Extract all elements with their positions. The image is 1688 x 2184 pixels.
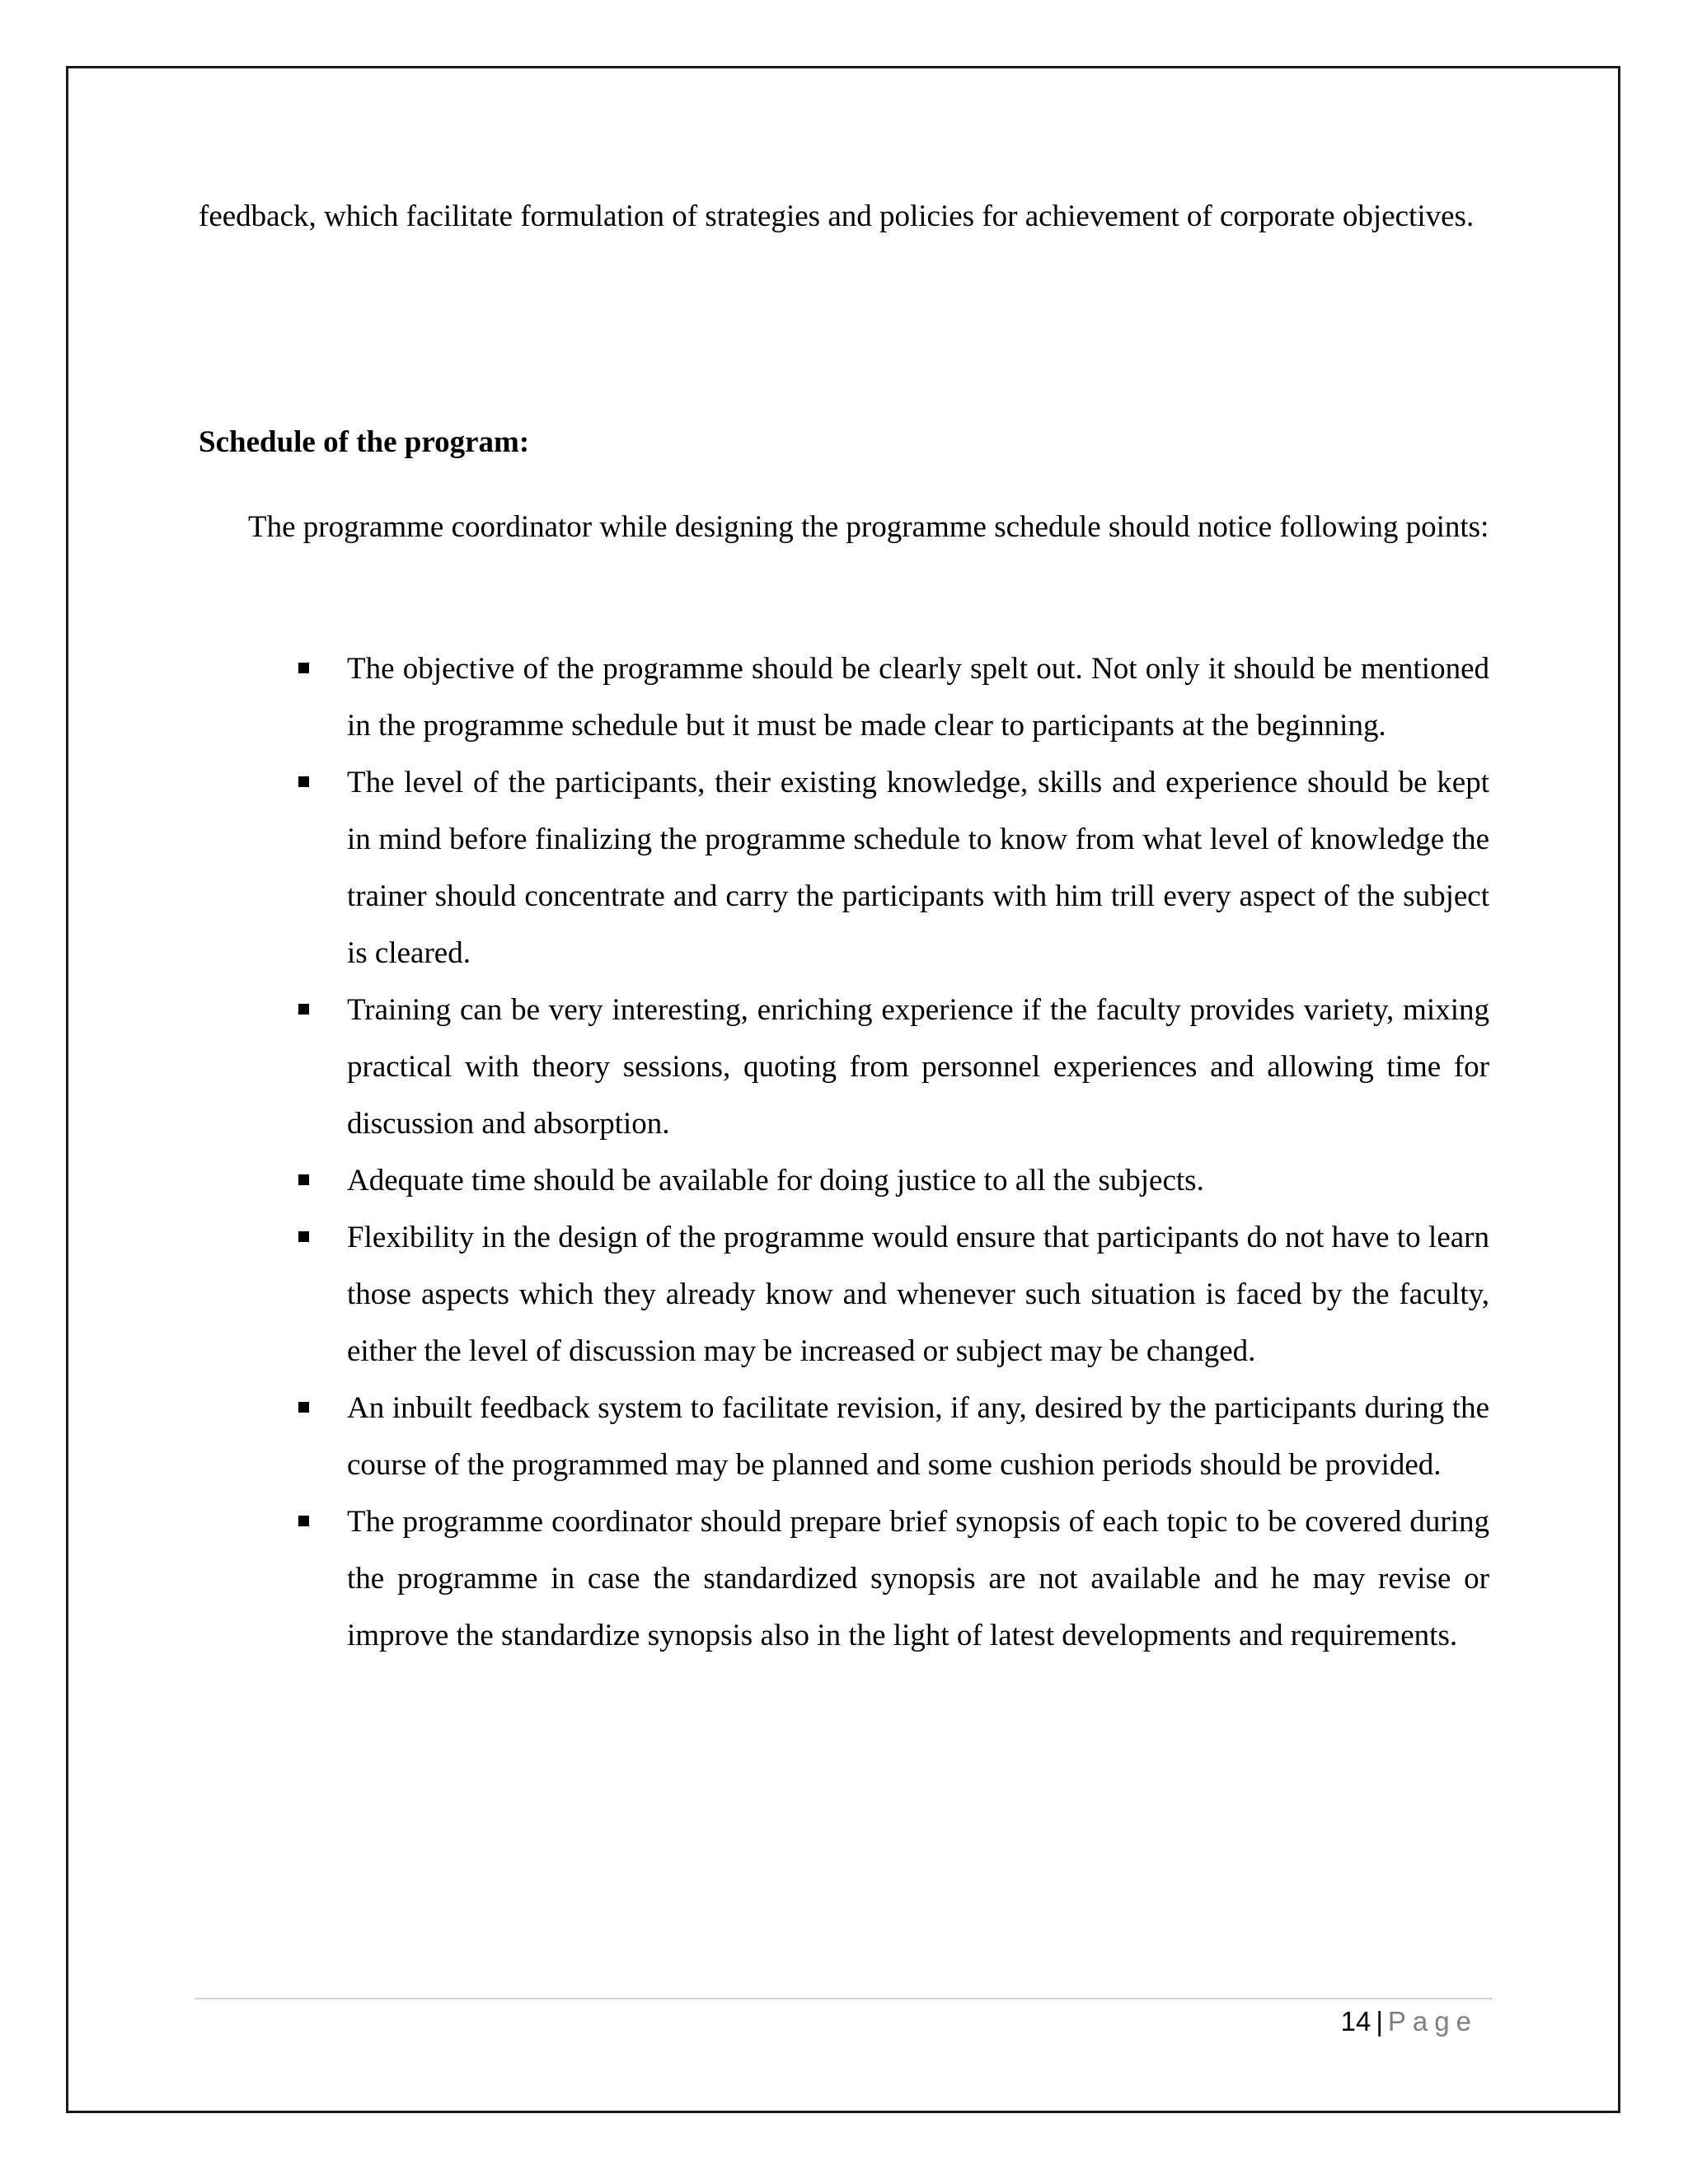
intro-paragraph: feedback, which facilitate formulation of strategies and policies for achievement of corporate objectives. <box>199 199 1475 233</box>
list-item <box>297 640 1489 754</box>
list-item-text: The level of the participants, their existing knowledge, skills and experience should be kept in mind before finalizing the programme schedule to know from what level of knowledge the trainer should concentrate and carry the participants with him trill every aspect of the subject is cleared. <box>347 766 1489 970</box>
list-item-text: Flexibility in the design of the programme would ensure that participants do not have to learn those aspects which they already know and whenever such situation is faced by the faculty, either the level of discussion may be increased or subject may be changed. <box>347 1221 1489 1368</box>
list-item <box>297 754 1489 982</box>
square-bullet-icon <box>298 1231 309 1242</box>
list-item <box>297 1493 1489 1664</box>
list-item-text: The objective of the programme should be clearly spelt out. Not only it should be mentioned in the programme schedule but it must be made clear to participants at the beginning. <box>347 652 1489 743</box>
list-item-text: Adequate time should be available for doing justice to all the subjects. <box>347 1164 1204 1197</box>
footer-separator: | <box>1376 2006 1383 2036</box>
square-bullet-icon <box>298 1516 309 1526</box>
list-item <box>297 982 1489 1152</box>
square-bullet-icon <box>298 776 309 787</box>
square-bullet-icon <box>298 663 309 673</box>
list-item <box>297 1380 1489 1493</box>
square-bullet-icon <box>298 1174 309 1185</box>
list-item-text: Training can be very interesting, enriching experience if the faculty provides variety, mixing practical with theory sessions, quoting from personnel experiences and allowing time for discussion and absorption. <box>347 993 1489 1141</box>
page-label: Page <box>1387 2006 1478 2036</box>
footer-rule <box>195 1998 1493 1999</box>
page-footer <box>1341 2001 1478 2042</box>
list-item <box>297 1209 1489 1380</box>
list-item-text: The programme coordinator should prepare brief synopsis of each topic to be covered during the programme in case the standardized synopsis are not available and he may revise or improve the standardize synopsis also in the light of latest developments and requirements. <box>347 1505 1489 1652</box>
square-bullet-icon <box>298 1402 309 1413</box>
bullet-list <box>297 640 1489 1664</box>
page-number: 14 <box>1340 2006 1372 2036</box>
square-bullet-icon <box>298 1004 309 1015</box>
lead-paragraph: The programme coordinator while designing the programme schedule should notice following points: <box>248 510 1489 544</box>
list-item <box>297 1152 1489 1209</box>
section-heading: Schedule of the program: <box>199 425 530 459</box>
list-item-text: An inbuilt feedback system to facilitate revision, if any, desired by the participants during the course of the programmed may be planned and some cushion periods should be provided. <box>347 1391 1489 1482</box>
